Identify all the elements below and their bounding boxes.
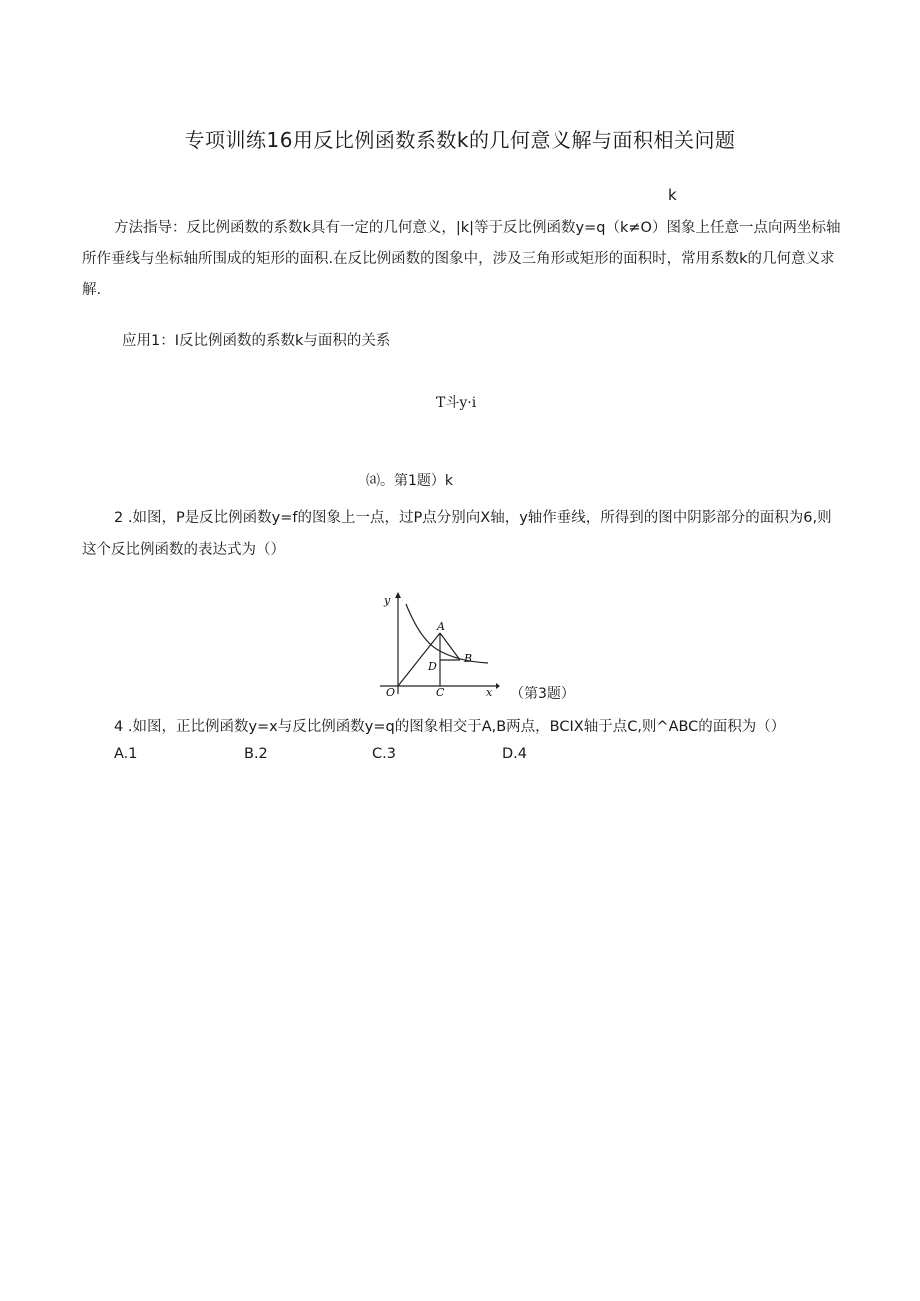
option-d: D.4 [502, 746, 527, 762]
page-title: 专项训练16用反比例函数系数k的几何意义解与面积相关问题 [184, 128, 736, 152]
question-2-text: 2 .如图，P是反比例函数y=f的图象上一点，过P点分别向X轴，y轴作垂线，所得到的图中阴影部分的面积为6,则这个反比例函数的表达式为（） [82, 510, 832, 558]
x-axis-arrow [496, 683, 500, 689]
label-A: A [437, 620, 445, 633]
question-2 [82, 502, 842, 566]
garbled-formula: T斗y·i [436, 395, 477, 411]
option-b: B.2 [244, 746, 268, 762]
label-D: D [428, 660, 437, 673]
option-a: A.1 [114, 746, 138, 762]
figure3-caption: （第3题） [510, 686, 575, 702]
y-axis-arrow [395, 592, 401, 598]
label-y: y [384, 594, 391, 607]
label-B: B [464, 652, 473, 665]
label-x: x [486, 686, 493, 698]
k-mark: k [668, 186, 677, 204]
figure1-caption: ⒜。第1题）k [366, 473, 454, 489]
application-heading: 应用1：I反比例函数的系数k与面积的关系 [122, 333, 391, 349]
graph-svg [376, 590, 500, 698]
question-4: 4 .如图，正比例函数y=x与反比例函数y=q的图象相交于A,B两点，BCIX轴于点C,则^ABC的面积为（） [114, 719, 786, 735]
method-guide [82, 213, 842, 306]
hyperbola-curve [406, 604, 488, 663]
label-C: C [436, 686, 445, 698]
method-guide-text: 方法指导：反比例函数的系数k具有一定的几何意义，|k|等于反比例函数y=q（k≠O）图象上任意一点向两坐标轴所作垂线与坐标轴所围成的矩形的面积.在反比例函数的图象中，涉及三角形或矩形的面积时，常用系数k的几何意义求解. [82, 220, 841, 298]
option-c: C.3 [372, 746, 396, 762]
label-O: O [386, 686, 396, 698]
figure3-graph [376, 590, 500, 702]
